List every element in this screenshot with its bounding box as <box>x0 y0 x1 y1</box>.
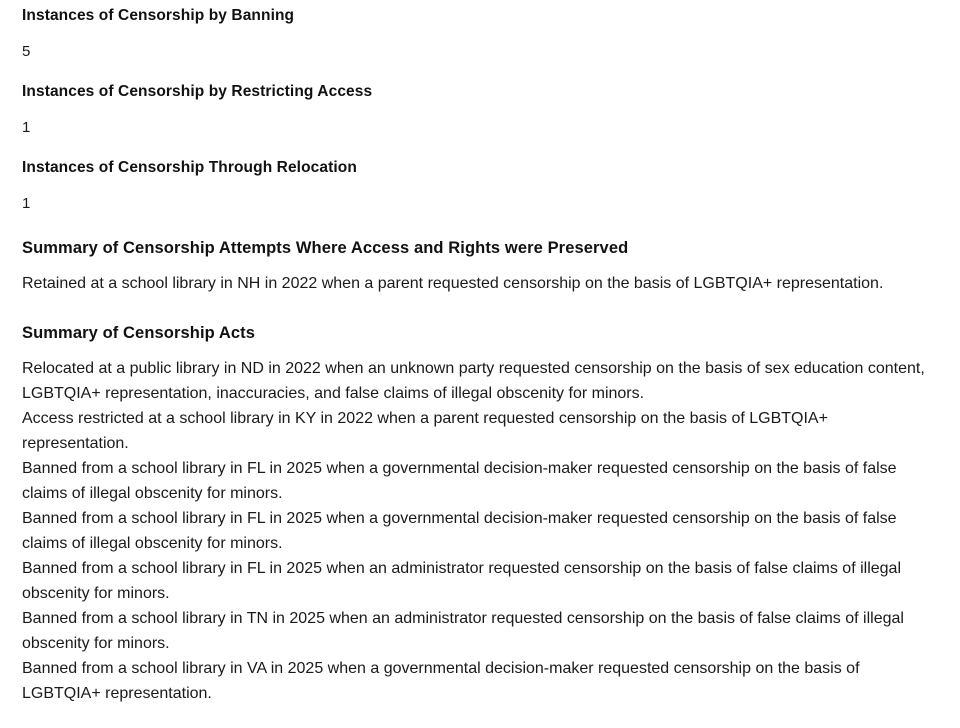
summary-acts-entry: Banned from a school library in FL in 2025 when an administrator requested censorship on the basis of false claims of illegal obscenity for minors. <box>22 560 901 602</box>
summary-acts-entry: Banned from a school library in FL in 2025 when a governmental decision-maker requested censorship on the basis of false claims of illegal obscenity for minors. <box>22 510 897 552</box>
metric-restricting-access <box>22 82 938 138</box>
metric-relocation-value: 1 <box>22 195 31 212</box>
summary-acts-entry: Banned from a school library in VA in 2025 when a governmental decision-maker requested censorship on the basis of LGBTQIA+ representation. <box>22 660 860 702</box>
metric-restricting-access-label: Instances of Censorship by Restricting Access <box>22 83 373 100</box>
summary-acts-section <box>22 322 938 706</box>
summary-acts-entry: Relocated at a public library in ND in 2022 when an unknown party requested censorship on the basis of sex education content, LGBTQIA+ representation, inaccuracies, and false claims of illegal obscenity for minors. <box>22 360 925 402</box>
summary-preserved-section <box>22 237 938 296</box>
summary-acts-title: Summary of Censorship Acts <box>22 324 256 342</box>
metric-restricting-access-value: 1 <box>22 119 31 136</box>
metric-banning-value: 5 <box>22 43 31 60</box>
summary-preserved-title: Summary of Censorship Attempts Where Access and Rights were Preserved <box>22 239 629 257</box>
metric-relocation <box>22 158 938 214</box>
summary-acts-entry: Banned from a school library in FL in 2025 when a governmental decision-maker requested censorship on the basis of false claims of illegal obscenity for minors. <box>22 460 897 502</box>
metric-banning <box>22 6 938 62</box>
metric-banning-label: Instances of Censorship by Banning <box>22 7 295 24</box>
metric-relocation-label: Instances of Censorship Through Relocation <box>22 159 357 176</box>
summary-acts-entry: Access restricted at a school library in KY in 2022 when a parent requested censorship on the basis of LGBTQIA+ representation. <box>22 410 828 452</box>
summary-preserved-body <box>22 271 938 296</box>
summary-acts-entry: Banned from a school library in TN in 2025 when an administrator requested censorship on the basis of false claims of illegal obscenity for minors. <box>22 610 904 652</box>
summary-preserved-entry: Retained at a school library in NH in 2022 when a parent requested censorship on the basis of LGBTQIA+ representation. <box>22 275 884 292</box>
summary-acts-body <box>22 356 938 706</box>
